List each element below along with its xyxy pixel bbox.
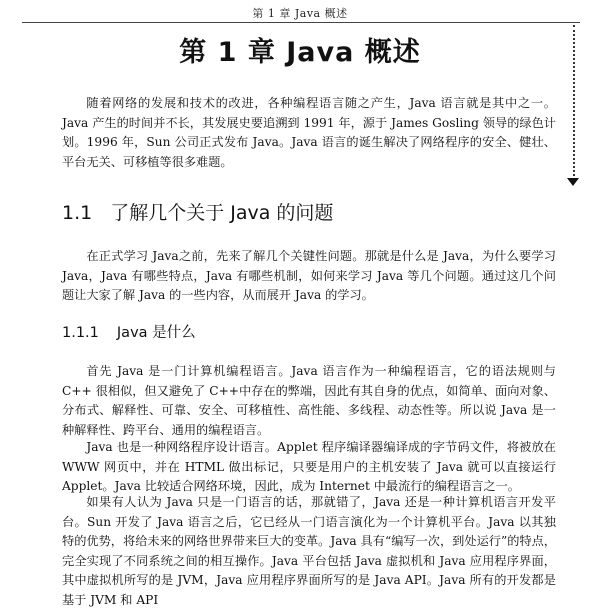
intro-paragraph: 随着网络的发展和技术的改进，各种编程语言随之产生，Java 语言就是其中之一。Java 产生的时间并不长，其发展史要追溯到 1991 年，源于 James Gosling 领导的绿色计划。1996 年，Sun 公司正式发布 Java。Java 语言的诞生解决了网络程序的安全、健壮、平台无关、可移植等很多难题。 [62,96,556,169]
subsection-number: 1.1.1 [62,325,99,341]
section-number: 1.1 [62,202,93,224]
subsection-heading [62,321,196,342]
down-arrow-icon [567,178,579,186]
header-rule [22,22,580,23]
section-title: 了解几个关于 Java 的问题 [110,202,334,224]
subsection-paragraph-3: 如果有人认为 Java 只是一门语言的话，那就错了，Java 还是一种计算机语言开发平台。Sun 开发了 Java 语言之后，它已经从一门语言演化为一个计算机平台。Java 以其独特的优势，将给未来的网络世界带来巨大的变革。Java 具有“编写一次，到处运行”的特点，完全实现了不同系统之间的相互操作。Java 平台包括 Java 虚拟机和 Java 应用程序界面，其中虚拟机所写的是 JVM，Java 应用程序界面所写的是 Java API。Java 所有的开发都是基于 JVM 和 API [62,495,556,607]
section-heading [62,198,333,225]
subsection-paragraph-1: 首先 Java 是一门计算机编程语言。Java 语言作为一种编程语言，它的语法规则与 C++ 很相似，但又避免了 C++中存在的弊端，因此有其自身的优点，如简单、面向对象、分布式、解释性、可靠、安全、可移植性、高性能、多线程、动态性等。所以说 Java 是一种解释性、跨平台、通用的编程语言。 [62,364,556,437]
section-paragraph: 在正式学习 Java之前，先来了解几个关键性问题。那就是什么是 Java，为什么要学习 Java，Java 有哪些特点，Java 有哪些机制，如何来学习 Java 等几个问题。通过这几个问题让大家了解 Java 的一些内容，从而展开 Java 的学习。 [62,249,556,302]
chapter-title: 第 1 章 Java 概述 [179,37,421,68]
running-head: 第 1 章 Java 概述 [252,7,348,20]
subsection-title: Java 是什么 [116,325,196,341]
subsection-paragraph-2: Java 也是一种网络程序设计语言。Applet 程序编译器编译成的字节码文件，将被放在 WWW 网页中，并在 HTML 做出标记，只要是用户的主机安装了 Java 就可以直接运行 Applet。Java 比较适合网络环境，因此，成为 Internet 中最流行的编程语言之一。 [62,440,556,493]
